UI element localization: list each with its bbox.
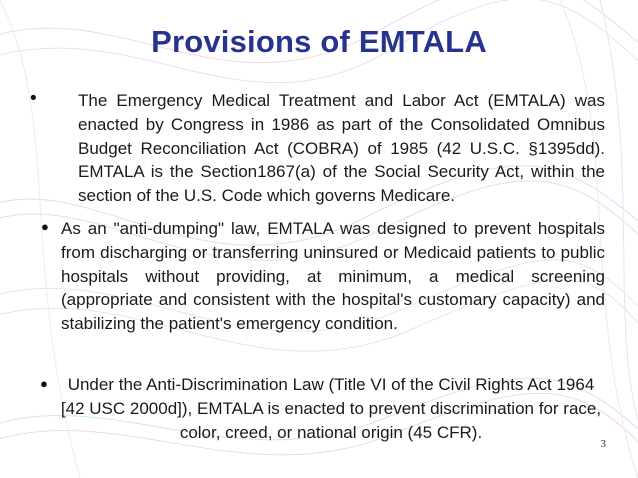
bullet-marker-1: • (30, 88, 37, 109)
bullet-text-1: The Emergency Medical Treatment and Labor Act (EMTALA) was enacted by Congress in 1986 as part of the Consolidated Omnibus Budget Reconciliation Act (COBRA) of 1985 (42 U.S.C. §1395dd). EMTALA is the Section1867(a) of the Social Security Act, within the section of the U.S. Code which governs Medicare. (78, 91, 605, 206)
bullet-marker-2: ● (41, 219, 49, 234)
bullet-marker-3: ● (40, 376, 48, 391)
page-number: 3 (600, 438, 606, 450)
slide-title: Provisions of EMTALA (151, 24, 487, 59)
bullet-text-3: Under the Anti-Discrimination Law (Title VI of the Civil Rights Act 1964 [42 USC 2000d]), EMTALA is enacted to prevent discrimination for race, color, creed, or national origin (45 CFR). (60, 375, 602, 442)
bullet-text-2: As an "anti-dumping" law, EMTALA was designed to prevent hospitals from discharging or transferring uninsured or Medicaid patients to public hospitals without providing, at minimum, a medical screening (appropriate and consistent with the hospital's customary capacity) and stabilizing the patient's emergency condition. (61, 219, 605, 334)
